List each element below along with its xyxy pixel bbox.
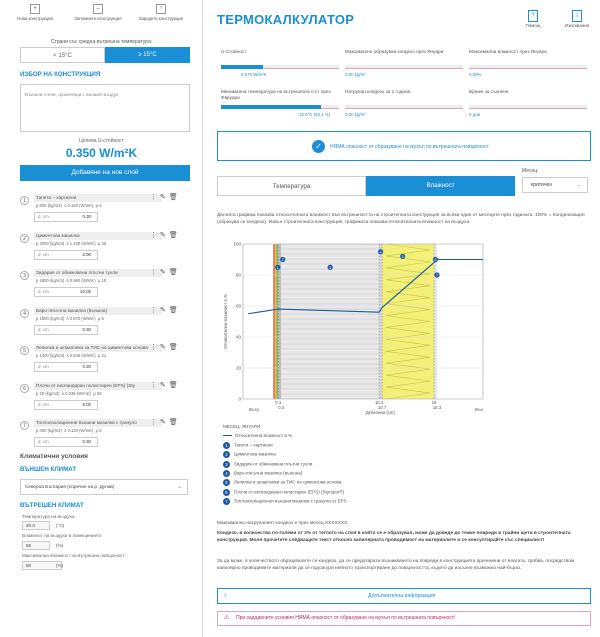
more-icon[interactable]: ⋮ bbox=[150, 419, 160, 426]
temperature-unit: (°C) bbox=[56, 523, 65, 528]
legend-item: 3 Зидария от обикновени плътни тухли bbox=[223, 461, 312, 468]
metric-item bbox=[221, 89, 339, 125]
metric-label: Минимална температура на вътрешната п-ст през Фвруари bbox=[221, 89, 331, 100]
y-tick-label: 20 bbox=[235, 365, 241, 371]
humidity-unit: (%) bbox=[56, 543, 64, 548]
layer-thickness-input[interactable]: d, cm 0.30 bbox=[34, 325, 98, 335]
layer-band bbox=[434, 244, 437, 399]
more-icon[interactable]: ⋮ bbox=[150, 194, 160, 201]
more-icon[interactable]: ⋮ bbox=[150, 231, 160, 239]
info-paragraph: За да може, в количеството образувалите се кондезо, да се предотврати възникването на повреди в конструкцията причинени от влагата, трябва, посредством капилярно проводимите материали да се подсигури нейното транспортиране до повърхността, където да изсъхне възможно най-бързо. bbox=[217, 559, 575, 571]
edit-icon[interactable]: ✎ bbox=[160, 306, 169, 314]
legend-month: МЕСЕЦ: ЯНУАРИ bbox=[223, 424, 261, 429]
more-icon[interactable]: ⋮ bbox=[150, 269, 160, 276]
more-icon[interactable]: ⋮ bbox=[150, 344, 160, 351]
layer-marker-label: 4 bbox=[379, 250, 382, 255]
metric-item bbox=[345, 49, 463, 85]
trash-icon[interactable]: 🗑 bbox=[168, 194, 181, 201]
y-axis-label: Относителна влажност в % bbox=[223, 294, 228, 349]
metric-bar bbox=[469, 105, 587, 109]
new-construction-button[interactable]: + Нова конструкция bbox=[17, 5, 53, 21]
layer-thickness-input[interactable]: d, cm 0.30 bbox=[34, 362, 98, 372]
layer-name[interactable]: Тапети – хартиени bbox=[34, 194, 162, 202]
metric-value: 0.00% bbox=[469, 72, 482, 77]
metric-label: U-Стойност bbox=[221, 49, 247, 54]
legend-item: 4 Варо-пясъчна мазилка (външна) bbox=[223, 470, 302, 477]
metric-bar bbox=[345, 65, 463, 69]
trash-icon[interactable]: 🗑 bbox=[168, 306, 181, 314]
trash-icon[interactable]: 🗑 bbox=[168, 344, 181, 351]
layer-params: p 1600 (kg/m3) λ 0.870 (W/mK) μ 5 bbox=[36, 315, 104, 321]
metric-label: Натрупан кондезо за 1 година bbox=[345, 89, 411, 94]
x-tick-label: 0.1 bbox=[275, 400, 282, 405]
target-u-label: Целева U-стойност bbox=[79, 138, 124, 144]
legend-number: 2 bbox=[223, 451, 230, 458]
trash-icon[interactable]: 🗑 bbox=[168, 381, 181, 389]
target-u-value: 0.350 W/m²K bbox=[65, 146, 138, 160]
plus-icon: + bbox=[30, 4, 40, 14]
metric-item bbox=[469, 49, 587, 85]
legend-item: 6 Плочи от експандиран полистирен (EPS) (Styropor®) bbox=[223, 489, 344, 496]
layer-name[interactable]: Топлоизолационни външни мазилки с грануло bbox=[34, 419, 162, 427]
legend-item: 5 Лепилка и шпакловки за ТИС на циментова основа bbox=[223, 479, 341, 486]
metric-fill bbox=[221, 105, 321, 109]
layer-thickness-input[interactable]: d, cm 2.00 bbox=[34, 250, 98, 260]
info-icon: i bbox=[572, 10, 582, 22]
layer-marker-label: 7 bbox=[435, 273, 438, 278]
temp-over-15-option[interactable]: ≥ 15°C bbox=[105, 47, 190, 63]
layer-item bbox=[20, 268, 190, 302]
layer-name[interactable]: Лепилка и шпакловки за ТИС на циментова основа bbox=[34, 344, 162, 352]
x-axis-label: Дебелина [cm] bbox=[365, 410, 395, 415]
layer-marker-label: 1 bbox=[276, 265, 279, 270]
layer-marker-label: 5 bbox=[401, 254, 404, 259]
x-tick-label: 16.3 bbox=[432, 405, 442, 410]
left-panel bbox=[0, 0, 203, 637]
upload-icon: ↑ bbox=[156, 4, 166, 14]
layer-marker-label: 2 bbox=[281, 258, 284, 262]
help-button[interactable]: ? Помощ bbox=[518, 10, 548, 28]
tab-humidity[interactable]: Влажност bbox=[366, 176, 515, 196]
layer-marker-label: 6 bbox=[434, 258, 437, 262]
layer-item bbox=[20, 306, 190, 340]
metric-value: 0.00 kg/m² bbox=[345, 112, 366, 117]
legend-number: 4 bbox=[223, 470, 230, 477]
layer-thickness-input[interactable]: d, cm 10.00 bbox=[34, 287, 98, 297]
layer-item bbox=[20, 418, 190, 452]
y-tick-label: 60 bbox=[235, 303, 241, 309]
edit-icon[interactable]: ✎ bbox=[160, 194, 169, 201]
layer-number: 4 bbox=[20, 309, 29, 318]
x-tick-label: 10.7 bbox=[377, 405, 387, 410]
tab-temperature[interactable]: Температура bbox=[217, 176, 366, 196]
layer-number: 6 bbox=[20, 384, 29, 393]
metric-item bbox=[345, 89, 463, 125]
construction-title: ИЗБОР НА КОНСТРУКЦИЯ bbox=[20, 71, 101, 78]
legend-number: 5 bbox=[223, 479, 230, 486]
metric-label: Максимална влажност през Януари bbox=[469, 49, 547, 54]
max-humidity-label: Максимална влажност на вътрешна повърхност bbox=[22, 553, 125, 558]
chevron-down-icon: ⌄ bbox=[176, 484, 182, 490]
more-info-button[interactable]: › Допълнителна информация bbox=[217, 588, 591, 604]
layer-number: 5 bbox=[20, 346, 29, 355]
outside-climate-title: ВЪНШЕН КЛИМАТ bbox=[20, 466, 77, 473]
x-tick-label: 0.4 bbox=[278, 405, 285, 410]
layer-number: 2 bbox=[20, 234, 29, 243]
layer-marker-label: 3 bbox=[329, 265, 332, 270]
right-panel bbox=[203, 0, 600, 637]
x-tick-label: 16 bbox=[431, 400, 437, 405]
status-ok-box bbox=[217, 131, 591, 161]
inside-label: Вътр. bbox=[249, 407, 261, 412]
layer-name[interactable]: Варо-пясъчна мазилка (външна) bbox=[34, 307, 162, 315]
layer-name[interactable]: Зидария от обикновени плътни тухли bbox=[34, 269, 162, 277]
requirements-button[interactable]: i Изисквания bbox=[562, 10, 592, 28]
layer-params: p 20 (kg/m3) λ 0.035 (W/mK) μ 65 bbox=[36, 390, 102, 396]
layer-thickness-input[interactable]: d, cm 5.00 bbox=[34, 400, 98, 410]
metric-bar bbox=[469, 65, 587, 69]
edit-icon[interactable]: ✎ bbox=[160, 381, 169, 389]
save-construction-button[interactable]: ⎯ Запомнете конструкция bbox=[74, 5, 122, 21]
warning-paragraph: Кондезо, в количества по-големи от 3% от теглото на слоя в който се е образувал, може да доведе до тежке повреди в трайни щети в строителната конструкция. Моля прочетете следващите текст относно капилярната проводимост на материалите и се консултирайте със специалист! bbox=[217, 531, 571, 543]
legend-line: Относителна влажност в % bbox=[223, 433, 292, 438]
trash-icon[interactable]: 🗑 bbox=[168, 231, 181, 239]
inside-climate-title: ВЪТРЕШЕН КЛИМАТ bbox=[20, 502, 84, 509]
inside-stripe bbox=[273, 244, 274, 399]
temp-under-15-option[interactable]: < 15°C bbox=[20, 47, 105, 63]
metric-bar bbox=[221, 105, 339, 109]
chevron-down-icon: ⌄ bbox=[576, 182, 581, 188]
legend-number: 1 bbox=[223, 442, 230, 449]
outside-label: Вън bbox=[475, 407, 483, 412]
edit-icon[interactable]: ✎ bbox=[160, 269, 169, 276]
y-tick-label: 40 bbox=[235, 334, 241, 340]
check-icon: ✓ bbox=[312, 140, 325, 153]
legend-number: 6 bbox=[223, 489, 230, 496]
layer-number: 1 bbox=[20, 196, 29, 205]
legend-number: 3 bbox=[223, 461, 230, 468]
max-humidity-unit: (%) bbox=[56, 563, 64, 568]
month-select[interactable]: критичен ⌄ bbox=[522, 177, 588, 193]
metric-value: 0 дни bbox=[469, 112, 481, 117]
metric-value: 10.6°C (60.1 %) bbox=[299, 112, 331, 117]
layer-item bbox=[20, 343, 190, 377]
month-label: Месец: bbox=[522, 168, 539, 174]
chart-description: Долната графика показва относителната влажност във вътрешността на строителната конструкция за всеки един от месеците през годината. 100% = Конденизация (образува се кондезо). Извън строителната конструкция, графиката показва относителната влажност на въздуха. bbox=[217, 213, 585, 225]
trash-icon[interactable]: 🗑 bbox=[168, 419, 181, 426]
outside-climate-select[interactable]: Северна България (поречие на р. Дунав) ⌄ bbox=[20, 479, 188, 495]
layer-params: p 1800 (kg/m3) λ 0.960 (W/mK) μ 10 bbox=[36, 278, 107, 283]
climate-title: Климатични условия bbox=[20, 453, 88, 460]
warning-icon: ⚠ bbox=[224, 615, 230, 621]
inside-temp-label: Страни със средна вътрешна температура: bbox=[50, 39, 153, 45]
layer-band bbox=[379, 244, 382, 399]
load-construction-button[interactable]: ↑ Заредете конструкция bbox=[138, 5, 184, 21]
metric-value: 0.575 W/m²K bbox=[241, 72, 267, 77]
layer-name[interactable]: Циментова мазилка bbox=[34, 232, 162, 240]
add-layer-button[interactable]: Добавяне на нов слой bbox=[20, 165, 190, 181]
bottom-status-box: ⚠ При зададените условия НЯМА опасност от образуване на мухъл по вътрешната повърхност! bbox=[217, 611, 591, 626]
metric-bar bbox=[345, 105, 463, 109]
layer-item bbox=[20, 381, 190, 415]
more-icon[interactable]: ⋮ bbox=[150, 381, 160, 389]
metric-fill bbox=[221, 65, 263, 69]
metric-item bbox=[469, 89, 587, 125]
legend-item: 7 Топлоизолационни външни мазилки с гранули от EPS bbox=[223, 498, 347, 505]
layer-number: 3 bbox=[20, 271, 29, 280]
help-icon: ? bbox=[528, 10, 538, 22]
metric-label: Максимално образуван кондезо през Януари bbox=[345, 49, 444, 54]
legend-item: 2 Циментова мазилка bbox=[223, 451, 276, 458]
temperature-label: Температура на въздуха bbox=[22, 514, 75, 519]
page-title: ТЕРМОКАЛКУЛАТОР bbox=[217, 12, 355, 27]
layer-params: p 400 (kg/m3) λ 0.120 (W/mK) μ 8 bbox=[36, 428, 102, 433]
layer-params: p 600 (kg/m3) λ 0.150 (W/mK) μ 5 bbox=[36, 203, 102, 208]
metric-bar bbox=[221, 65, 339, 69]
legend-item: 1 Тапети – хартиени bbox=[223, 442, 273, 449]
humidity-label: Влажност на въздуха в помещението bbox=[22, 533, 102, 538]
layer-params: p 2000 (kg/m3) λ 1.400 (W/mK) μ 30 bbox=[36, 240, 107, 246]
edit-icon[interactable]: ✎ bbox=[160, 344, 169, 351]
save-icon: ⎯ bbox=[93, 4, 103, 14]
legend-number: 7 bbox=[223, 498, 230, 505]
more-icon[interactable]: ⋮ bbox=[150, 306, 160, 314]
metric-value: 0.00 kg/m² bbox=[345, 72, 366, 77]
y-tick-label: 0 bbox=[238, 396, 241, 402]
layer-thickness-input[interactable]: d, cm 0.30 bbox=[34, 437, 98, 447]
humidity-chart bbox=[223, 236, 493, 422]
layer-params: p 1400 (kg/m3) λ 0.540 (W/mK) μ 21 bbox=[36, 353, 107, 358]
humidity-input[interactable]: 55 bbox=[22, 541, 50, 550]
construction-select[interactable]: Външни стени, граничещи с външен въздух bbox=[20, 84, 190, 132]
layer-thickness-input[interactable]: d, cm 0.30 bbox=[34, 212, 98, 222]
metric-label: Време за съхнене bbox=[469, 89, 509, 94]
y-tick-label: 100 bbox=[233, 241, 241, 247]
chevron-right-icon: › bbox=[224, 592, 227, 599]
y-tick-label: 80 bbox=[235, 272, 241, 278]
trash-icon[interactable]: 🗑 bbox=[168, 269, 181, 276]
edit-icon[interactable]: ✎ bbox=[160, 231, 169, 239]
max-humidity-select[interactable]: 80 bbox=[22, 561, 62, 570]
layer-number: 7 bbox=[20, 421, 29, 430]
layer-item bbox=[20, 193, 190, 227]
layer-name[interactable]: Плочи от експандиран полистирен (EPS) (Sty bbox=[34, 382, 162, 390]
max-condensate-text: Максимално натрупаният кондезо е през месец XXXXXXX. bbox=[217, 521, 349, 526]
metric-item bbox=[221, 49, 339, 85]
status-ok-text: НЯМА опасност от образуване на мухъл по вътрешната повърхност bbox=[330, 144, 489, 150]
layer-item bbox=[20, 231, 190, 265]
edit-icon[interactable]: ✎ bbox=[160, 419, 169, 426]
temperature-input[interactable]: 20.0 bbox=[22, 521, 50, 530]
x-tick-label: 10.4 bbox=[374, 400, 384, 405]
